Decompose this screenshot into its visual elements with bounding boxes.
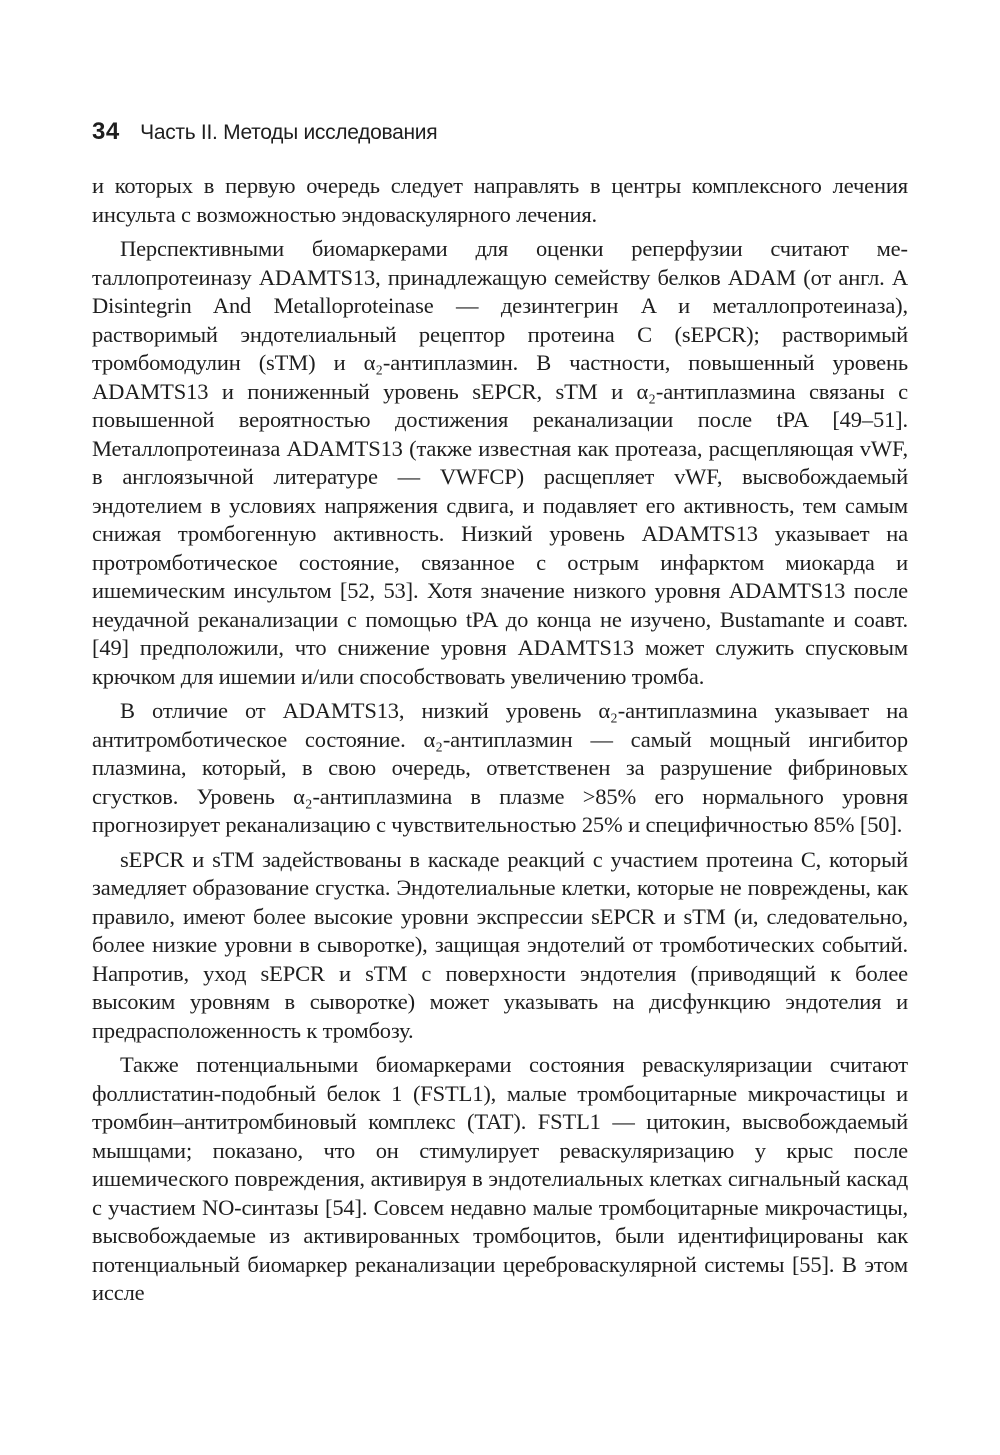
body-text bbox=[92, 172, 908, 1314]
paragraph-fstl1: Также потенциальными биомаркерами состояния реваскуляризации считают фоллистатин-подобный белок 1 (FSTL1), малые тромбоцитарные микрочастицы и тромбин–антитромбиновый комплекс (TAT). FSTL1 — цитокин, высвобождаемый мышцами; показано, что он стимулирует реваскуляризацию у крыс после ишемического повреждения, активируя в эндотелиальных клетках сигнальный каскад с участием NO-синтазы [54]. Совсем недавно малые тромбоцитарные микрочастицы, высвобождаемые из активированных тромбоцитов, были идентифицированы как потенциальный биомаркер реканализации цереброваскулярной системы [55]. В этом иссле bbox=[92, 1052, 908, 1305]
paragraph-continuation: и которых в первую очередь следует направлять в центры комплексного лечения инсульта с возможностью эндоваскулярного лечения. bbox=[92, 173, 908, 227]
section-title: Часть II. Методы исследования bbox=[140, 121, 438, 144]
paragraph-sepcr-stm: sEPCR и sTM задействованы в каскаде реакций с участием протеина C, который замедляет образование сгустка. Эндотелиальные клетки, которые не повреждены, как правило, имеют более высокие уровни экспрессии sEPCR и sTM (и, следовательно, более низкие уровни в сыворотке), защищая эндотелий от тромботических событий. Напротив, уход sEPCR и sTM с поверхности эндотелия (приводящий к более высоким уровням в сыворотке) может указывать на дисфункцию эндотелия и предрасположенность к тромбозу. bbox=[92, 846, 908, 1043]
page-number: 34 bbox=[92, 118, 120, 145]
running-head bbox=[92, 118, 437, 146]
paragraph-adamts13: Перспективными биомаркерами для оценки реперфузии считают металлопротеиназу ADAMTS13, принадлежащую семейству белков ADAM (от англ. A Disintegrin And Metalloproteinase — дезинтегрин A и металлопротеиназа), растворимый эндотелиальный рецептор протеина C (sEPCR); растворимый тромбомодулин (sTM) и α₂-антиплазмин. В частности, повышенный уровень ADAMTS13 и пониженный уровень sEPCR, sTM и α₂-антиплазмина связаны с повышенной вероятностью достижения реканализации после tPA [49–51]. Металлопротеиназа ADAMTS13 (также известная как протеаза, расщепляющая vWF, в англоязычной литературе — VWFCP) расщепляет vWF, высвобождаемый эндотелием в условиях напряжения сдвига, и подавляет его активность, тем самым снижая тромбогенную активность. Низкий уровень ADAMTS13 указывает на протромботическое состояние, связанное с острым инфарктом миокарда и ишемическим инсультом [52, 53]. Хотя значение низкого уровня ADAMTS13 после неудачной реканализации с помощью tPA до конца не изучено, Bustamante и соавт. [49] предположили, что снижение уровня ADAMTS13 может служить спусковым крючком для ишемии и/или способствовать увеличению тромба. bbox=[92, 236, 908, 689]
paragraph-antiplasmin: В отличие от ADAMTS13, низкий уровень α₂-антиплазмина указывает на антитромботическое состояние. α₂-антиплазмин — самый мощный ингибитор плазмина, который, в свою очередь, ответственен за разрушение фибриновых сгустков. Уровень α₂-антиплазмина в плазме >85% его нормального уровня прогнозирует реканализацию с чувствительностью 25% и специфичностью 85% [50]. bbox=[92, 698, 908, 837]
